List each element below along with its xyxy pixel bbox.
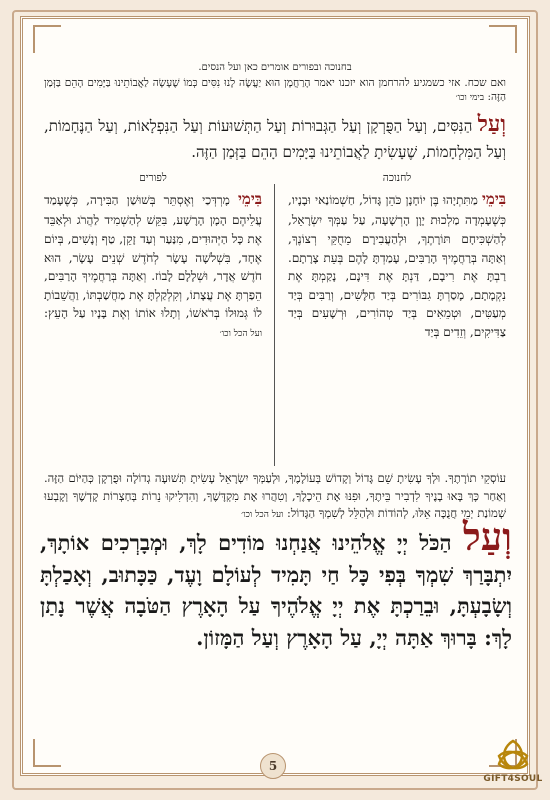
chanukah-title: לחנוכה (382, 171, 412, 184)
purim-opening-word: בִּימֵי (238, 190, 262, 209)
purim-title: לפורים (139, 171, 167, 184)
prayer-content (44, 62, 506, 527)
al-hanissim-paragraph (44, 108, 506, 164)
corner-ornament (489, 25, 517, 53)
brand-logo (482, 738, 544, 784)
continuation-reference: ועל הכל וכו׳ (241, 510, 284, 521)
forgot-note-tag: בימי וכו׳ (455, 93, 485, 104)
continuation-text: עוֹסְקֵי תוֹרָתֶךָ. וּלְךָ עָשִׂיתָ שֵׁם גָּדוֹל וְקָדוֹשׁ בְּעוֹלָמֶךָ, וּלְעַמְּךָ יִשְׂרָאֵל עָשִׂיתָ תְּשׁוּעָה גְדוֹלָה וּפֻרְקָן כְּהַיּוֹם הַזֶּה. וְאַחַר כָּךְ בָּאוּ בָנֶיךָ לִדְבִיר בֵּיתֶךָ, וּפִנּוּ אֶת הֵיכָלֶךָ, וְטִהֲרוּ אֶת מִקְדָּשֶׁךָ, וְהִדְלִיקוּ נֵרוֹת בְּחַצְרוֹת קָדְשֶׁךָ וְקָבְעוּ שְׁמוֹנַת יְמֵי חֲנֻכָּה אֵלּוּ, לְהוֹדוֹת וּלְהַלֵּל לְשִׁמְךָ הַגָּדוֹל: (44, 470, 506, 521)
chanukah-column (288, 170, 506, 342)
brand-name: GIFT4SOUL (483, 774, 543, 784)
purim-column (44, 170, 262, 342)
instruction-header: בחנוכה ובפורים אומרים כאן ועל הנסים. (198, 62, 352, 73)
chanukah-continuation (44, 470, 506, 524)
corner-ornament (33, 739, 61, 767)
purim-reference: ועל הכל וכו׳ (219, 328, 262, 339)
page-number: 5 (260, 753, 286, 779)
forgot-note (44, 76, 506, 104)
triquetra-icon (493, 738, 533, 774)
chanukah-opening-word: בִּימֵי (482, 190, 506, 209)
main-opening-word: וְעַל (462, 514, 512, 559)
column-divider (274, 184, 275, 466)
chanukah-text: מַתִּתְיָהוּ בֶּן יוֹחָנָן כֹּהֵן גָּדוֹל, חַשְׁמוֹנַאי וּבָנָיו, כְּשֶׁעָמְדָה מַלְכוּת יָוָן הָרְשָׁעָה, עַל עַמְּךָ יִשְׂרָאֵל, לְהַשְׁכִּיחָם תּוֹרָתֶךָ, וּלְהַעֲבִירָם מֵחֻקֵּי רְצוֹנֶךָ, וְאַתָּה בְּרַחֲמֶיךָ הָרַבִּים, עָמַדְתָּ לָהֶם בְּעֵת צָרָתָם. רַבְתָּ אֶת רִיבָם, דַּנְתָּ אֶת דִּינָם, נָקַמְתָּ אֶת נִקְמָתָם, מָסַרְתָּ גִבּוֹרִים בְּיַד חַלָּשִׁים, וְרַבִּים בְּיַד מְעַטִּים, וּטְמֵאִים בְּיַד טְהוֹרִים, וּרְשָׁעִים בְּיַד צַדִּיקִים, וְזֵדִים בְּיַד (288, 193, 506, 339)
al-hanissim-text: הַנִּסִּים, וְעַל הַפֻּרְקָן וְעַל הַגְּבוּרוֹת וְעַל הַתְּשׁוּעוֹת וְעַל הַנִּפְלָאוֹת, וְעַל הַנֶּחָמוֹת, וְעַל הַמִּלְחָמוֹת, שֶׁעָשִׂיתָ לַאֲבוֹתֵינוּ בַּיָּמִים הָהֵם בַּזְּמַן הַזֶּה. (44, 117, 506, 162)
two-column-section (44, 170, 506, 470)
forgot-note-text: ואם שכח. אזי כשמגיע להרחמן הוא יזכנו יאמר הָרַחֲמָן הוּא יַעֲשֶׂה לָנוּ נִסִּים כְּמוֹ שֶׁעָשָׂה לַאֲבוֹתֵינוּ בַּיָּמִים הָהֵם בַּזְּמַן הַזֶּה: (44, 77, 506, 104)
main-blessing-text: הַכֹּל יְיָ אֱלֹהֵינוּ אֲנַחְנוּ מוֹדִים לָךְ, וּמְבָרְכִים אוֹתָךְ, יִתְבָּרַךְ שִׁמְךָ בְּפִי כָּל חַי תָּמִיד לְעוֹלָם וָעֶד, כַּכָּתוּב, וְאָכַלְתָּ וְשָׂבָעְתָּ, וּבֵרַכְתָּ אֶת יְיָ אֱלֹהֶיךָ עַל הָאָרֶץ הַטֹּבָה אֲשֶׁר נָתַן לָךְ: בָּרוּךְ אַתָּה יְיָ, עַל הָאָרֶץ וְעַל הַמָּזוֹן. (40, 530, 512, 650)
corner-ornament (33, 25, 61, 53)
al-hanissim-opening-word: וְעַל (477, 111, 506, 138)
purim-text: מָרְדְּכַי וְאֶסְתֵּר בְּשׁוּשַׁן הַבִּירָה, כְּשֶׁעָמַד עֲלֵיהֶם הָמָן הָרָשָׁע, בִּקֵּשׁ לְהַשְׁמִיד לַהֲרֹג וּלְאַבֵּד אֶת כָּל הַיְּהוּדִים, מִנַּעַר וְעַד זָקֵן, טַף וְנָשִׁים, בְּיוֹם אֶחָד, בִּשְׁלֹשָׁה עָשָׂר לְחֹדֶשׁ שְׁנֵים עָשָׂר, הוּא חֹדֶשׁ אֲדָר, וּשְׁלָלָם לָבוֹז. וְאַתָּה בְּרַחֲמֶיךָ הָרַבִּים, הֵפַרְתָּ אֶת עֲצָתוֹ, וְקִלְקַלְתָּ אֶת מַחֲשַׁבְתּוֹ, וַהֲשֵׁבוֹתָ לוֹ גְּמוּלוֹ בְּרֹאשׁוֹ, וְתָלוּ אוֹתוֹ וְאֶת בָּנָיו עַל הָעֵץ: (44, 193, 262, 321)
